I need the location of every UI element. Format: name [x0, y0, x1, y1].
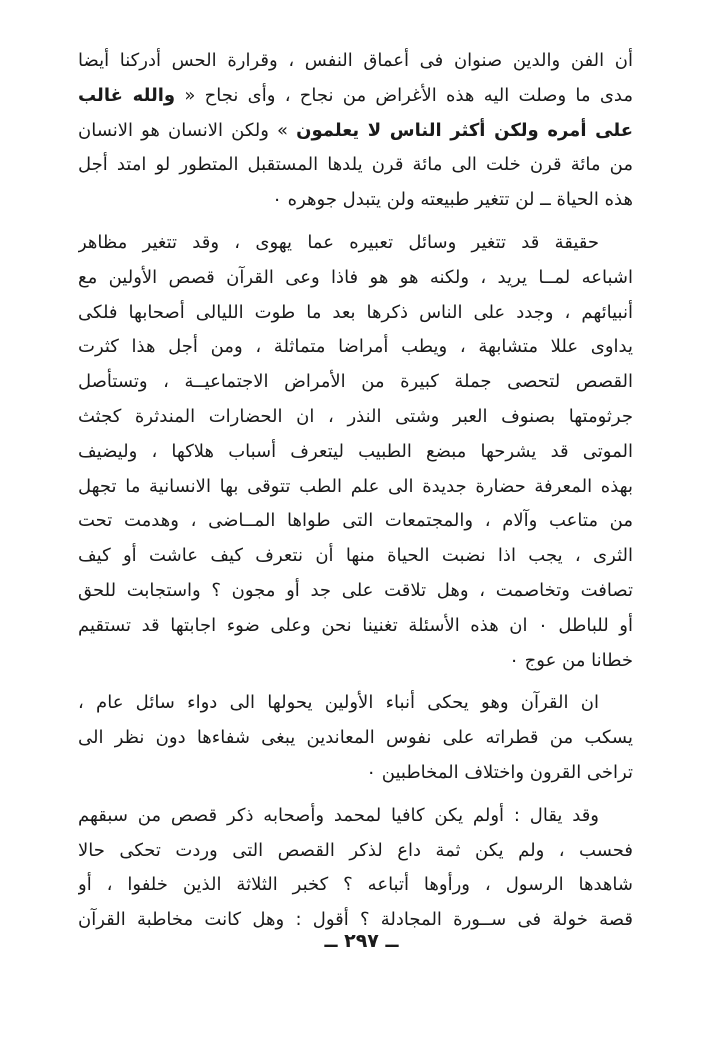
text-line: تصافت وتخاصمت ، وهل تلاقت على جد أو مجون ؟ واستجابت للحق [78, 579, 633, 601]
text-line: الموتى قد يشرحها مبضع الطبيب ليتعرف أسباب هلاكها ، وليضيف [78, 440, 633, 462]
text-line: اشباعه لمــا يريد ، ولكنه هو هو فاذا وعى القرآن قصص الأولين مع [78, 266, 633, 288]
text-line: من مائة قرن خلت الى مائة قرن يلدها المستقبل المتطور لو امتد أجل [78, 154, 633, 176]
text-line: ان القرآن وهو يحكى أنباء الأولين يحولها الى دواء سائل عام ، [78, 692, 599, 714]
text-line: قصة خولة فى ســورة المجادلة ؟ أقول : وهل كانت مخاطبة القرآن [78, 909, 633, 931]
page-number: ــ ٢٩٧ ــ [324, 930, 399, 952]
text-line: الثرى ، يجب اذا نضبت الحياة منها أن نتعرف كيف عاشت أو كيف [78, 545, 633, 567]
paragraph-1 [78, 44, 633, 218]
text-line: هذه الحياة ــ لن تتغير طبيعته ولن يتبدل جوهره ٠ [272, 189, 633, 211]
text-line: شاهدها الرسول ، ورأوها أتباعه ؟ كخبر الثلاثة الذين خلفوا ، أو [78, 874, 633, 896]
text-line: على أمره ولكن أكثر الناس لا يعلمون » ولكن الانسان هو الانسان [78, 119, 633, 141]
text-line: بهذه المعرفة حضارة جديدة الى علم الطب تتوقى بها الانسانية ما تجهل [78, 475, 633, 497]
paragraph-4 [78, 799, 633, 938]
paragraph-2 [78, 226, 633, 678]
text-line: فحسب ، ولم يكن ثمة داع لذكر القصص التى وردت تحكى حالا [78, 839, 633, 861]
text-line: أو للباطل ٠ ان هذه الأسئلة تغنينا نحن وعلى ضوء اجابتها قد تستقيم [78, 614, 633, 636]
text-line: وقد يقال : أولم يكن كافيا لمحمد وأصحابه ذكر قصص من سبقهم [78, 804, 599, 826]
text-line: يسكب من قطراته على نفوس المعاندين يبغى شفاءها دون نظر الى [78, 727, 633, 749]
text-line: يداوى عللا متشابهة ، ويطب أمراضا متماثلة ، ومن أجل هذا كثرت [78, 336, 633, 358]
text-line: من متاعب وآلام ، والمجتمعات التى طواها المــاضى ، وهدمت تحت [78, 510, 633, 532]
text-line: جرثومتها بصنوف العبر وشتى النذر ، ان الحضارات المندثرة كجثث [78, 405, 633, 427]
text-line: حقيقة قد تتغير وسائل تعبيره عما يهوى ، وقد تتغير مظاهر [78, 231, 599, 253]
text-line: مدى ما وصلت اليه هذه الأغراض من نجاح ، وأى نجاح « والله غالب [78, 84, 633, 106]
text-line: القصص لتحصى جملة كبيرة من الأمراض الاجتماعيــة ، وتستأصل [78, 371, 633, 393]
text-line: أن الفن والدين صنوان فى أعماق النفس ، وقرارة الحس أدركنا أيضا [78, 50, 633, 71]
text-line: تراخى القرون واختلاف المخاطبين ٠ [366, 761, 633, 783]
text-line: أنبيائهم ، وجدد على الناس ذكرها بعد ما طوت الليالى أصحابها فلكى [78, 301, 633, 323]
text-line: خطانا من عوج ٠ [509, 649, 633, 671]
paragraph-3 [78, 686, 633, 790]
